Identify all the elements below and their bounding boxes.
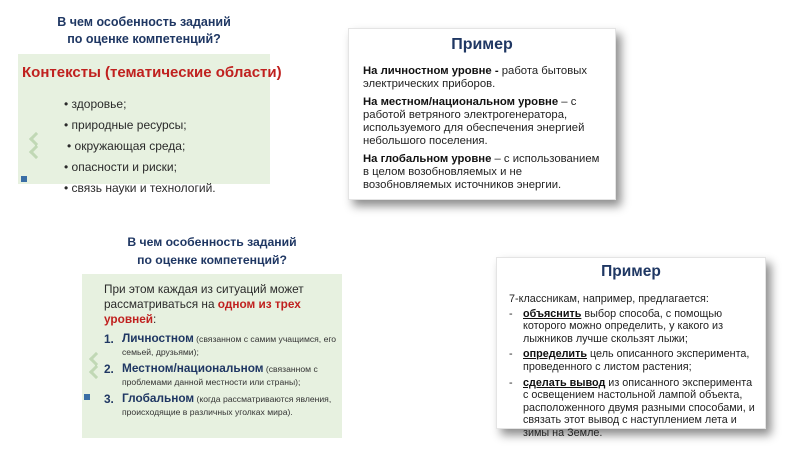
- chevron-logo-icon: [26, 134, 40, 174]
- card-title: Пример: [601, 263, 661, 280]
- tasks-list: [509, 308, 757, 440]
- item-text: [122, 332, 339, 358]
- title-line-2: по оценке компетенций?: [67, 32, 221, 46]
- card-body: [497, 289, 765, 440]
- level-note: (связанном с проблемами данной местности или страны);: [122, 364, 318, 387]
- contexts-list: [64, 94, 216, 199]
- level-note: (связанном с самим учащимся, его семьей, друзьями);: [122, 334, 337, 357]
- chevron-logo-icon: [86, 354, 100, 394]
- item-text: [523, 348, 757, 373]
- personal-level-text: работа бытовых электрических приборов.: [363, 65, 587, 91]
- local-level-paragraph: [363, 96, 607, 149]
- title-line-1: В чем особенность заданий: [57, 15, 231, 29]
- intro-plain: При этом каждая из ситуаций может рассматриваться на: [104, 282, 304, 311]
- item-number: 1.: [104, 332, 114, 346]
- task-text: цель описанного эксперимента, проведенного с листом растения;: [523, 348, 750, 373]
- task-text: выбор способа, с помощью которого можно определить, у какого из лыжников лучше скользят лыжи;: [523, 307, 724, 345]
- contexts-heading: Контексты (тематические области): [22, 64, 282, 81]
- level-label: Глобальном: [122, 391, 195, 405]
- slide-contexts: [18, 14, 282, 195]
- list-item: [509, 377, 757, 440]
- global-level-label: На глобальном уровне: [363, 152, 492, 165]
- global-level-text: – с использованием в целом возобновляемых и не возобновляемых источников энергии.: [363, 152, 600, 192]
- lead-text: 7-классникам, например, предлагается:: [509, 293, 709, 305]
- list-item: • окружающая среда;: [64, 136, 216, 157]
- list-item: • природные ресурсы;: [64, 115, 216, 136]
- intro-end: :: [153, 312, 157, 326]
- list-item: • опасности и риски;: [64, 157, 216, 178]
- list-item: [104, 362, 339, 388]
- level-label: Личностном: [122, 331, 194, 345]
- item-text: [122, 362, 339, 388]
- global-level-paragraph: [363, 153, 607, 193]
- local-level-text: – с работой ветряного электрогенератора, используемого для обеспечения энергией небольшого поселения.: [363, 95, 585, 148]
- dash-marker: -: [509, 348, 513, 361]
- slide-levels: [82, 230, 342, 438]
- item-text: [523, 377, 757, 440]
- list-item: • здоровье;: [64, 94, 216, 115]
- intro-highlight: одном из трех уровней: [104, 297, 301, 326]
- dash-marker: -: [509, 307, 513, 320]
- task-text: из описанного эксперимента с освещением настольной лампой объекта, расположенного двумя разными способами, и связать этот вывод с наступлением лета и зимы на Земле.: [523, 376, 755, 439]
- levels-list: [104, 332, 339, 422]
- item-number: 2.: [104, 362, 114, 376]
- list-item: [104, 332, 339, 358]
- list-item: [104, 392, 339, 418]
- title-line-1: В чем особенность заданий: [127, 235, 297, 249]
- personal-level-label: На личностном уровне -: [363, 65, 499, 77]
- task-verb: сделать вывод: [523, 376, 606, 389]
- square-marker-icon: [21, 176, 27, 182]
- dash-marker: -: [509, 376, 513, 389]
- contexts-panel: [18, 54, 282, 195]
- list-item: [509, 348, 757, 373]
- list-item: • связь науки и технологий.: [64, 178, 216, 199]
- intro-text: [104, 282, 336, 327]
- item-number: 3.: [104, 392, 114, 406]
- example-card-levels: [348, 28, 616, 200]
- example-card-tasks: [496, 257, 766, 439]
- square-marker-icon: [84, 394, 90, 400]
- card-title: Пример: [451, 36, 513, 53]
- level-note: (когда рассматриваются явления, происходящие в различных уголках мира).: [122, 394, 332, 417]
- task-verb: определить: [523, 348, 587, 361]
- personal-level-paragraph: [363, 65, 607, 92]
- slide-title: [82, 230, 342, 274]
- title-line-2: по оценке компетенций?: [137, 253, 287, 267]
- levels-panel: [82, 274, 342, 438]
- slide-title: [18, 14, 270, 54]
- card-body: [349, 63, 615, 193]
- level-label: Местном/национальном: [122, 361, 264, 375]
- item-text: [122, 392, 339, 418]
- list-item: [509, 308, 757, 346]
- item-text: [523, 308, 757, 346]
- task-verb: объяснить: [523, 307, 582, 320]
- local-level-label: На местном/национальном уровне: [363, 95, 559, 108]
